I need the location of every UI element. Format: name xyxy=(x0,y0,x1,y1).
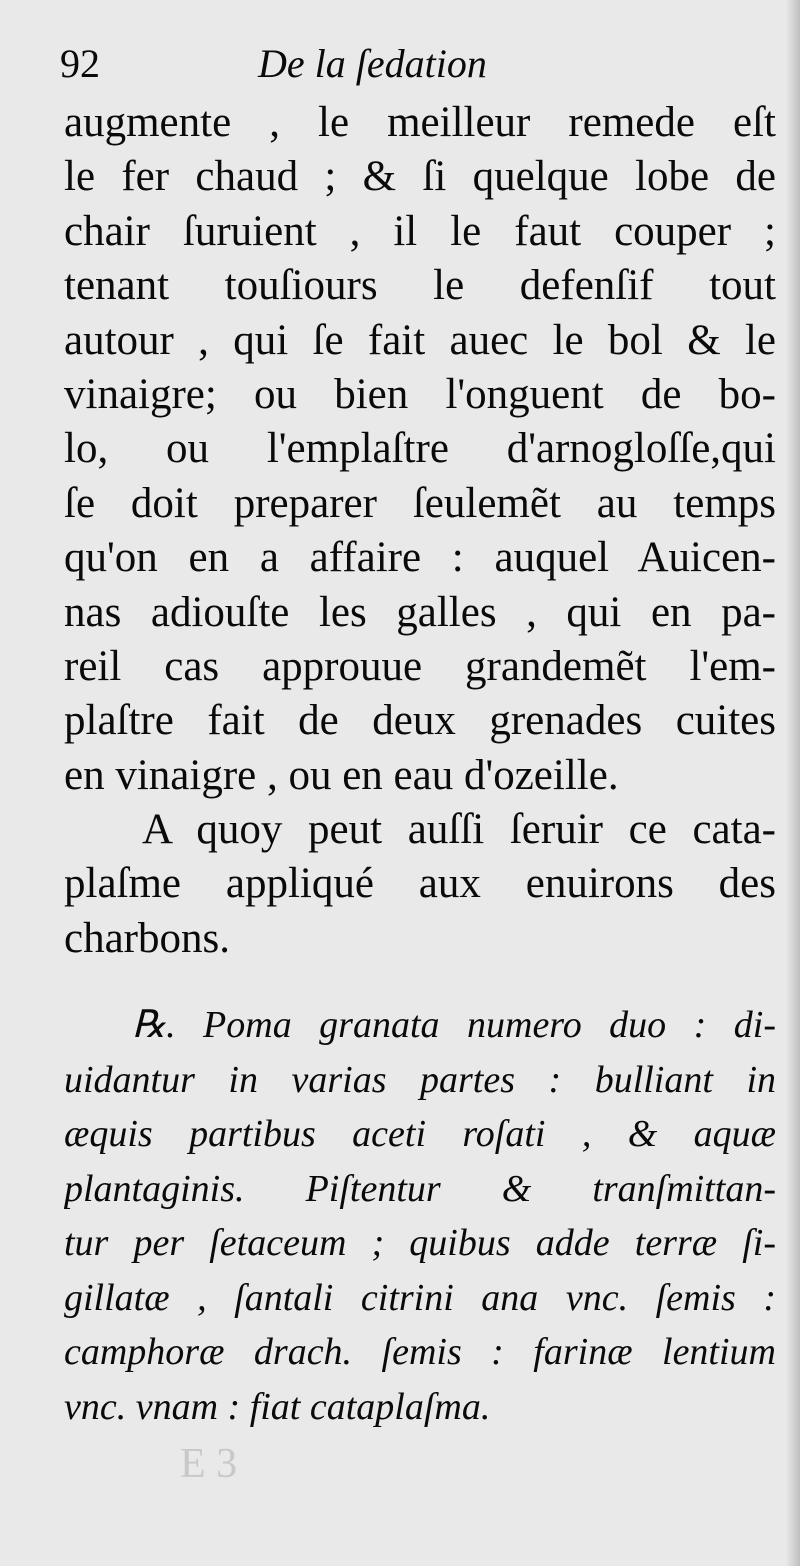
page-header xyxy=(60,40,760,100)
text-line: augmente , le meilleur remede eſt xyxy=(64,99,776,146)
text-line: tenant touſiours le defenſif tout xyxy=(64,262,776,310)
text-line: A quoy peut auſſi ſeruir ce cata- xyxy=(142,806,776,854)
text-line: plaſme appliqué aux enuirons des xyxy=(64,860,776,908)
text-line: lo, ou l'emplaſtre d'arnogloſſe,qui xyxy=(64,425,776,473)
text-line: en vinaigre , ou en eau d'ozeille. xyxy=(64,751,619,799)
running-title: De la ſedation xyxy=(258,41,487,86)
page-number: 92 xyxy=(60,41,100,86)
page-edge-shadow xyxy=(786,0,800,1566)
text-line: plaſtre fait de deux grenades cuites xyxy=(64,697,776,745)
text-line: nas adiouſte les galles , qui en pa- xyxy=(64,588,776,636)
recipe-line: ℞. Poma granata numero duo : di- xyxy=(132,1004,776,1046)
text-line: qu'on en a affaire : auquel Auicen- xyxy=(64,534,776,582)
text-line: autour , qui ſe fait auec le bol & le xyxy=(64,316,776,364)
text-line: chair ſuruient , il le faut couper ; xyxy=(64,207,776,255)
text-line: ſe doit preparer ſeulemẽt au temps xyxy=(64,479,776,527)
recipe-line: camphoræ drach. ſemis : farinæ lentium xyxy=(64,1331,776,1373)
recipe-line: vnc. vnam : fiat cataplaſma. xyxy=(64,1385,491,1428)
text-line: charbons. xyxy=(64,914,230,962)
text-line: le fer chaud ; & ſi quelque lobe de xyxy=(64,153,776,201)
recipe-line: plantaginis. Piſtentur & tranſmittan- xyxy=(64,1167,776,1210)
recipe-line: æquis partibus aceti roſati , & aquæ xyxy=(64,1113,776,1155)
bleed-through-signature: E 3 xyxy=(180,1441,238,1487)
recipe-line: uidantur in varias partes : bulliant in xyxy=(64,1058,776,1101)
recipe-line: tur per ſetaceum ; quibus adde terræ ſi- xyxy=(64,1222,776,1264)
recipe-text xyxy=(64,998,776,1434)
body-text xyxy=(64,96,776,966)
text-line: vinaigre; ou bien l'onguent de bo- xyxy=(64,370,776,418)
recipe-line: gillatæ , ſantali citrini ana vnc. ſemis : xyxy=(64,1276,776,1319)
text-line: reil cas approuue grandemẽt l'em- xyxy=(64,642,776,690)
